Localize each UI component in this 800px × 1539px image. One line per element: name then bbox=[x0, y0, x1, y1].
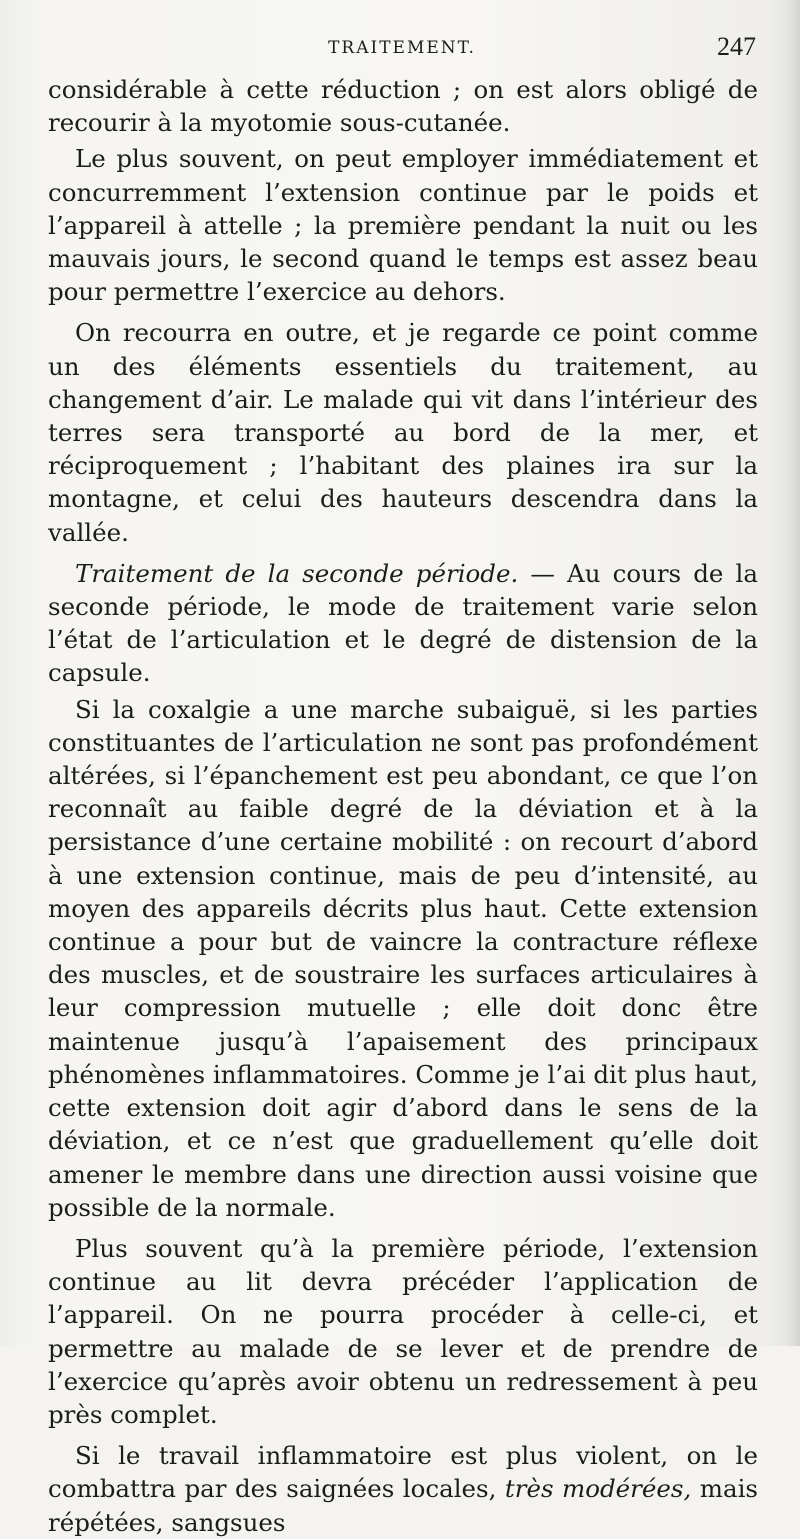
paragraph: Le plus souvent, on peut employer immédiatement et concurremment l’extension continue par le poids et l’appareil à attelle ; la première pendant la nuit ou les mauvais jours, le second quand le temps est assez beau pour permettre l’exercice au dehors. bbox=[48, 144, 758, 307]
paragraph-text: Si le travail inflammatoire est plus violent, on le combattra par des saignées locales, bbox=[48, 1441, 758, 1504]
italic-emphasis: très modérées, bbox=[504, 1474, 692, 1504]
section-heading: Traitement de la seconde période. bbox=[75, 558, 519, 588]
paragraph: Plus souvent qu’à la première période, l’extension continue au lit devra précéder l’application de l’appareil. On ne pourra procéder à celle-ci, et permettre au malade de se lever et de prendre de l’exercice qu’après avoir obtenu un redressement à peu près complet. bbox=[48, 1233, 758, 1429]
page-number: 247 bbox=[717, 32, 756, 61]
page-header bbox=[48, 32, 756, 78]
paragraph: Si la coxalgie a une marche subaiguë, si les parties constituantes de l’articulation ne sont pas profondément altérées, si l’épanchement est peu abondant, ce que l’on reconnaît au faible degré de la déviation et à la persistance d’une certaine mobilité : on recourt d’abord à une extension continue, mais de peu d’intensité, au moyen des appareils décrits plus haut. Cette extension continue a pour but de vaincre la contracture réflexe des muscles, et de soustraire les surfaces articulaires à leur compression mutuelle ; elle doit donc être maintenue jusqu’à l’apaisement des principaux phénomènes inflammatoires. Comme je l’ai dit plus haut, cette extension doit agir d’abord dans le sens de la déviation, et ce n’est que graduellement qu’elle doit amener le membre dans une direction aussi voisine que possible de la normale. bbox=[48, 694, 758, 1222]
paragraph bbox=[48, 1439, 758, 1539]
paragraph-section-heading bbox=[48, 557, 758, 690]
running-title: TRAITEMENT. bbox=[328, 38, 476, 58]
paragraph-text: — Au cours de la seconde période, le mode de traitement varie selon l’état de l’articulation et le degré de distension de la capsule. bbox=[48, 558, 758, 688]
body-text bbox=[48, 73, 758, 1539]
paragraph-text: mais répétées, sangsues bbox=[48, 1474, 758, 1537]
page-edge-shadow bbox=[786, 0, 800, 1346]
paragraph-continuation: considérable à cette réduction ; on est alors obligé de recourir à la myotomie sous-cutanée. bbox=[48, 75, 758, 138]
paragraph: On recourra en outre, et je regarde ce point comme un des éléments essentiels du traitement, au changement d’air. Le malade qui vit dans l’intérieur des terres sera transporté au bord de la mer, et réciproquement ; l’habitant des plaines ira sur la montagne, et celui des hauteurs descendra dans la vallée. bbox=[48, 318, 758, 547]
